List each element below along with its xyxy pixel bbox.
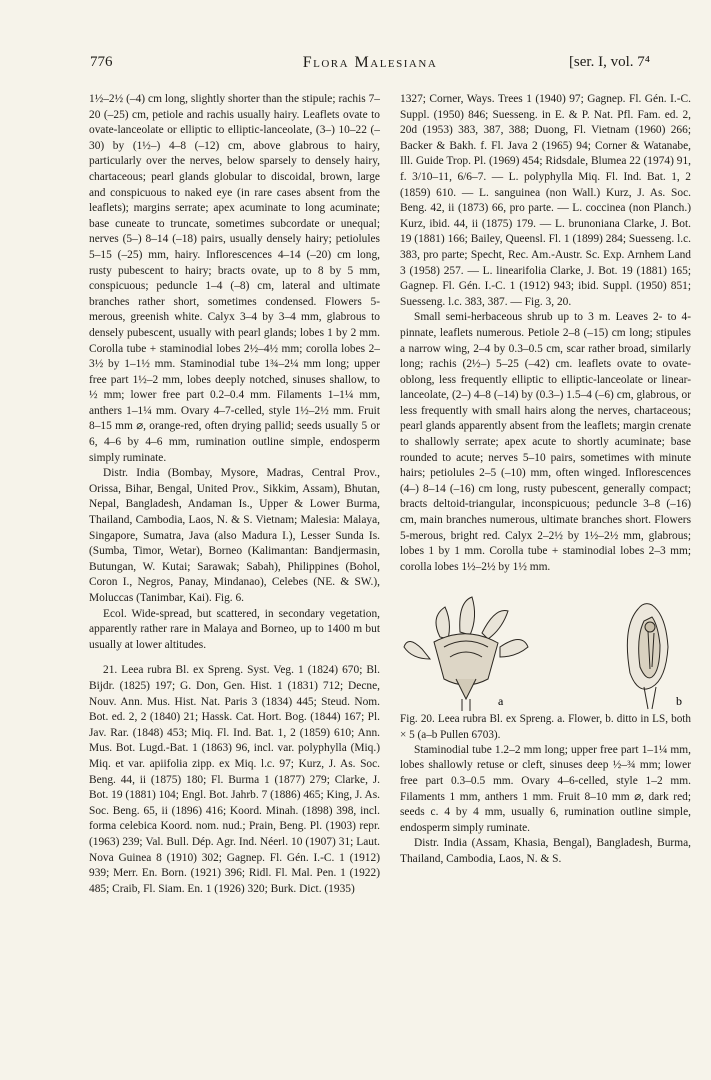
species-description-paragraph: Small semi-herbaceous shrub up to 3 m. Leaves 2- to 4-pinnate, leaflets numerous. Petiole 2–8 (–15) cm long; stipules a narrow wing, 2–4 by 0.3–0.5 cm, scar rather broad, similarly long; rachis (2½–) 5–25 (–42) cm. leaflets ovate to ovate-oblong, less frequently elliptic to elliptic-lanceolate or linear-lanceolate, (2–) 4–8 (–14) by (0.3–) 1.5–4 (–6) cm, glabrous, or less frequently with small hairs along the nerves, chartaceous; pearl glands apparently absent from the leaflets; margin crenate to shallowly serrate; apex acute to shortly acuminate; base rounded to acute; nerves 5–10 pairs, sometimes with minute hairs; petiolules 2–5 (–10) mm, often winged. Inflorescences (4–) 8–14 (–16) cm long, rusty pubescent, generally compact; bracts deltoid-triangular, inconspicuous; peduncle 3–8 (–16) cm, main branches numerous, ultimate branches short. Flowers 5-merous, bright red. Calyx 2–2½ by 1½–2½ mm, glabrous; lobes 1 by 1 mm. Corolla tube + staminodial lobes 2–3 mm; corolla lobes 1½–2½ by 1½ mm. — [400, 311, 691, 573]
species-heading-paragraph: 21. Leea rubra Bl. ex Spreng. Syst. Veg. 1 (1824) 670; Bl. Bijdr. (1825) 197; G. Don, Gen. Hist. 1 (1831) 712; Decne, Nouv. Ann. Mus. Hist. Nat. Paris 3 (1834) 445; Steud. Nom. Bot. ed. 2, 2 (1840) 21; Hassk. Cat. Hort. Bog. (1844) 167; Pl. Jav. Rar. (1848) 453; Miq. Fl. Ind. Bat. 1, 2 (1859) 610; Ann. Mus. Bot. Lugd.-Bat. 1 (1863) 96, incl. var. polyphylla (Miq.) Miq. et var. apiifolia zipp. ex Miq. l.c. 97; Kurz, J. As. Soc. Beng. 44, ii (1875) 180; Fl. Burma 1 (1877) 279; Clarke, J. Bot. 19 (1881) 104; Engl. Bot. Jahrb. 7 (1886) 465; King, J. As. Soc. Beng. 65, ii (1896) 416; Koord. Minah. (1898) 398, incl. forma celebica Koord. nom. nud.; Prain, Beng. Pl. (1903) repr. (1963) 239; Val. Bull. Dép. Agr. Ind. Néerl. 10 (1907) 31; Laut. Nova Guinea 8 (1910) 302; Gagnep. Fl. Gén. I.-C. 1 (1912) 939; Merr. En. Born. (1921) 396; Ridl. Fl. Mal. Pen. 1 (1922) 485; Craib, Fl. Siam. En. 1 (1926) 320; Burk. Dict. (1935) — [89, 664, 380, 895]
running-header — [90, 54, 650, 76]
distribution-paragraph: Distr. India (Bombay, Mysore, Madras, Central Prov., Orissa, Bihar, Bengal, United Prov., Sikkim, Assam), Bhutan, Nepal, Bangladesh, Andaman Is., Upper & Lower Burma, Thailand, Cambodia, Laos, N. & S. Vietnam; Malesia: Malaya, Singapore, Sumatra, Java (also Madura I.), Lesser Sunda Is. (Sumba, Timor, Wetar), Borneo (Kalimantan: Bandjermasin, Butungan, W. Kutai; Sarawak; Sabah), Philippines (Bohol, Coron I., Negros, Panay, Mindanao), Celebes (NE. & SW.), Moluccas (Tanimbar, Kai). Fig. 6. — [89, 467, 380, 604]
description-paragraph: 1½–2½ (–4) cm long, slightly shorter than the stipule; rachis 7–20 (–25) cm, petiole and rachis usually hairy. Leaflets ovate to ovate-lanceolate or elliptic to elliptic-lanceolate, (3–) 10–22 (–30) by (1½–) 4–8 (–12) cm, above glabrous to hairy, particularly over the nerves, below sparsely to densely hairy, chartaceous; pearl glands globular to discoidal, brown, large and conspicuous to naked eye (in rare cases absent from the leaflets); margins serrate; apex acuminate to long acuminate; base cuneate to truncate, sometimes subcordate or unequal; nerves (5–) 8–14 (–18) pairs, usually densely hairy; petiolules 5–15 (–25) mm, hairy. Inflorescences 4–14 (–20) cm long, rusty pubescent to hairy; bracts ovate, up to 8 by 5 mm, conspicuous; peduncle 1–4 (–8) cm, lateral and ultimate branches rather short, sometimes condensed. Flowers 5-merous, greenish white. Calyx 3–4 by 3–4 mm, glabrous to densely pubescent, usually with pearl glands; lobes 1 by 2 mm. Corolla tube + staminodial lobes 2½–4½ mm; corolla lobes 2–3½ by 1–1½ mm. Staminodial tube 1¾–2¼ mm long; upper free part 1½–2 mm, lobes deeply notched, sinuses shallow, to ½ mm; lower free part 0.2–0.4 mm. Filaments 1–1¼ mm, anthers 1–1¼ mm. Ovary 4–7-celled, style 1½–2½ mm. Fruit 8–15 mm ⌀, orange-red, often drying pallid; seeds usually 5 or 6, 4–6 by 4–6 mm, rumination outline simple, endosperm simply ruminate. — [89, 93, 380, 464]
figure-20 — [400, 587, 691, 712]
ecology-paragraph: Ecol. Wide-spread, but scattered, in secondary vegetation, apparently rather rare in Malaya and Borneo, up to 1400 m but usually at lower altitudes. — [89, 607, 380, 651]
synonymy-paragraph: 1327; Corner, Ways. Trees 1 (1940) 97; Gagnep. Fl. Gén. I.-C. Suppl. (1950) 846; Suesseng. in E. & P. Nat. Pfl. Fam. ed. 2, 20d (1953) 383, 387, 388; Duong, Fl. Vietnam (1960) 266; Backer & Bakh. f. Fl. Java 2 (1965) 94; Corner & Watanabe, Ill. Guide Trop. Pl. (1969) 454; Ridsdale, Blumea 22 (1974) 91, f. 3/10–11, 6/6–7. — L. polyphylla Miq. Fl. Ind. Bat. 1, 2 (1859) 610. — L. sanguinea (non Wall.) Kurz, J. As. Soc. Beng. 42, ii (1873) 66, pro parte. — L. coccinea (non Planch.) Kurz, ibid. 44, ii (1875) 179. — L. brunoniana Clarke, J. Bot. 19 (1881) 166; Bailey, Queensl. Fl. 1 (1899) 284; Suesseng. l.c. 383, pro parte; Specht, Rec. Am.-Austr. Sc. Exp. Arnhem Land 3 (1958) 257. — L. linearifolia Clarke, J. Bot. 19 (1881) 165; Gagnep. Fl. Gén. I.-C. 1 (1912) 943; ibid. Suppl. (1950) 851; Suesseng. l.c. 383, 387. — Fig. 3, 20. — [400, 93, 691, 308]
right-column — [400, 92, 691, 868]
figure-label-b: b — [676, 694, 682, 709]
page-number: 776 — [90, 54, 113, 70]
distribution-paragraph-right: Distr. India (Assam, Khasia, Bengal), Bangladesh, Burma, Thailand, Cambodia, Laos, N. & S. — [400, 837, 691, 865]
flower-drawing-a — [404, 597, 528, 711]
left-column — [89, 92, 380, 897]
running-title: Flora Malesiana — [302, 54, 438, 71]
staminodial-paragraph: Staminodial tube 1.2–2 mm long; upper free part 1–1¼ mm, lobes shallowly retuse or cleft, sinuses deep ½–¾ mm; lower free part 0.3–0.5 mm. Ovary 4–6-celled, style 1–2 mm. Filaments 1 mm, anthers 1 mm. Fruit 8–10 mm ⌀, dark red; seeds c. 4 by 4 mm, usually 6, rumination outline simple, endosperm simply ruminate. — [400, 743, 691, 834]
series-volume: [ser. I, vol. 7⁴ — [568, 54, 650, 70]
figure-caption: Fig. 20. Leea rubra Bl. ex Spreng. a. Flower, b. ditto in LS, both × 5 (a–b Pullen 6703). — [400, 713, 691, 741]
flower-illustration — [400, 587, 691, 712]
flower-drawing-b — [627, 604, 668, 709]
figure-label-a: a — [498, 694, 504, 709]
